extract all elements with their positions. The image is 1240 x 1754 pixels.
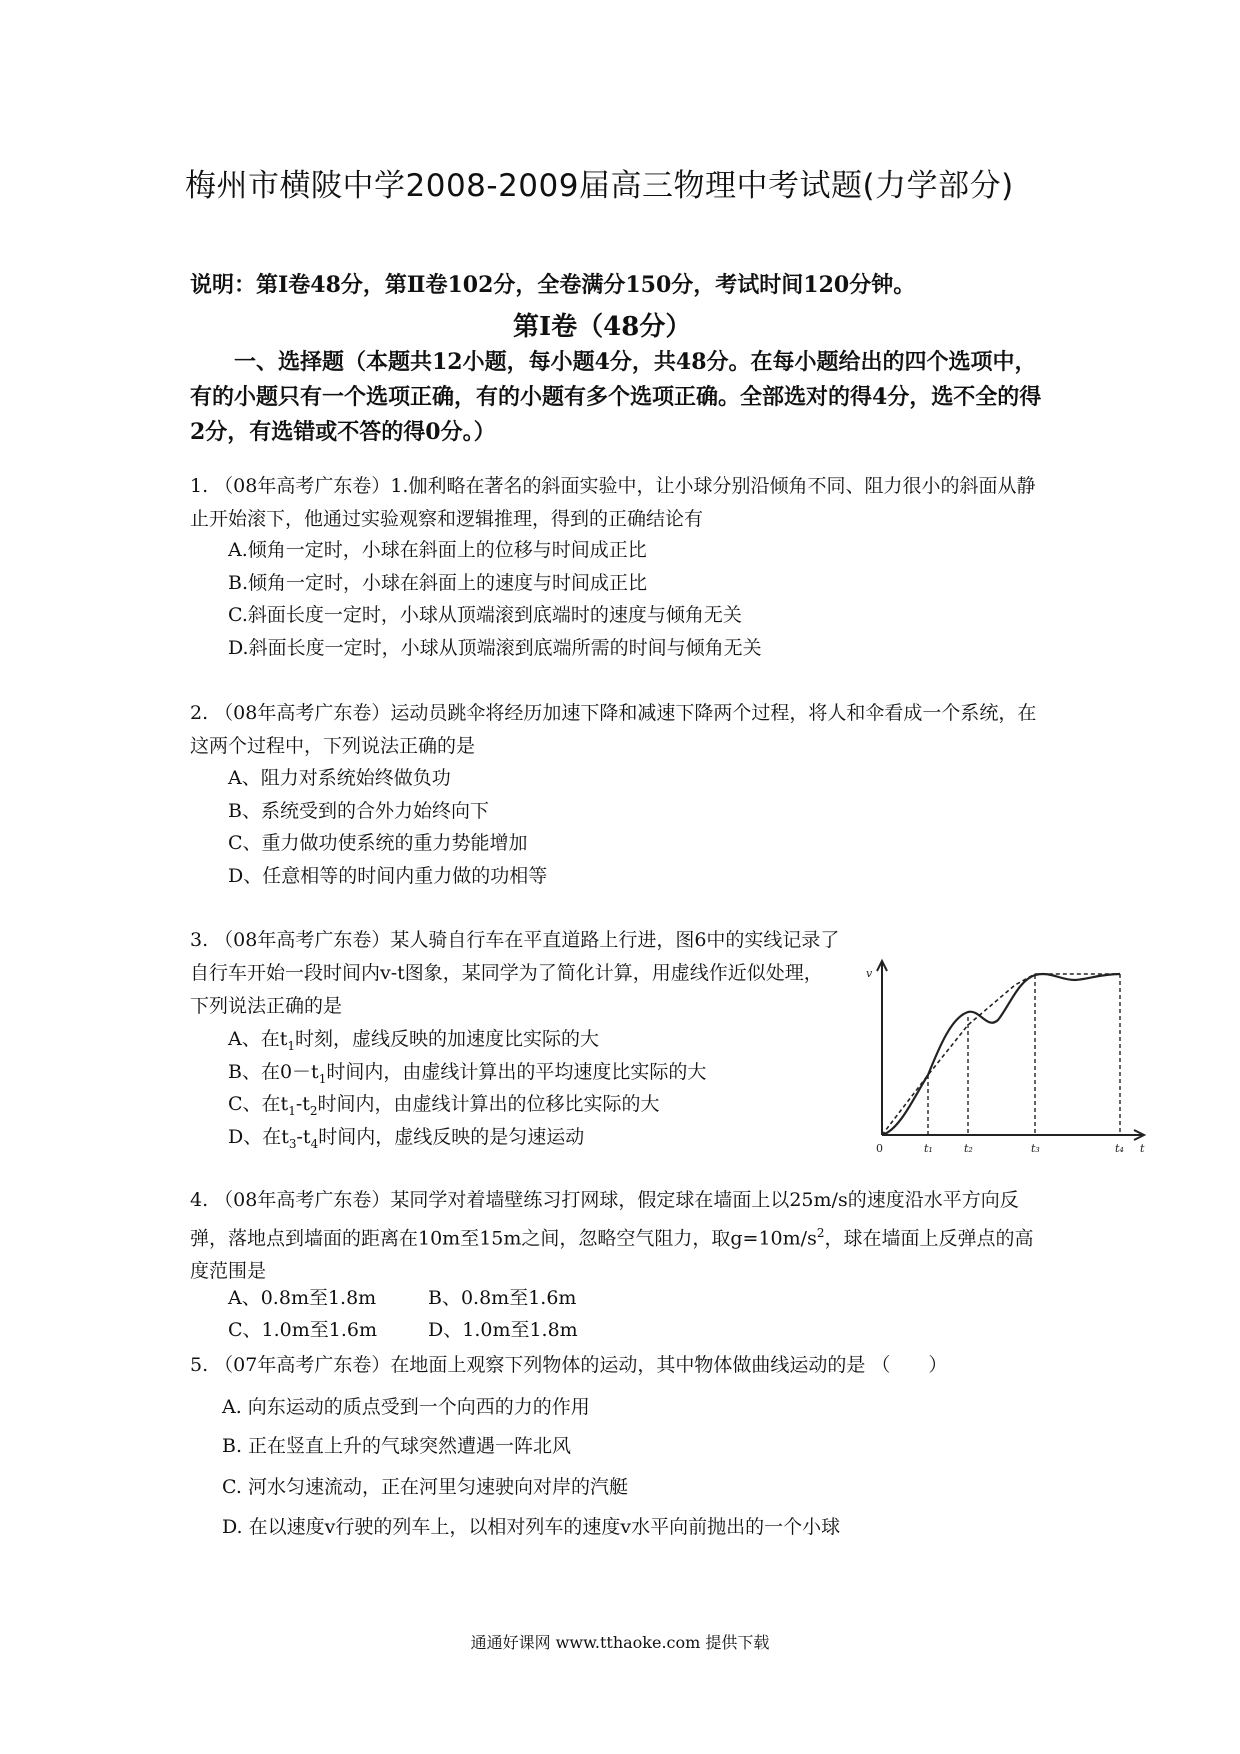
question-5-stem: 5. （07年高考广东卷）在地面上观察下列物体的运动，其中物体做曲线运动的是 （ ） (190, 1354, 948, 1376)
graph-label-t4: t₄ (1115, 1142, 1124, 1155)
question-3-option-d: D、在$t_3-t_4$时间内，虚线反映的是匀速运动 (228, 1126, 585, 1151)
question-4-option-a: A、0.8m至1.8m (228, 1287, 377, 1309)
question-5-option-c: C. 河水匀速流动，正在河里匀速驶向对岸的汽艇 (222, 1476, 628, 1498)
question-5-option-a: A. 向东运动的质点受到一个向西的力的作用 (222, 1396, 590, 1418)
graph-label-t2: t₂ (964, 1142, 973, 1155)
question-3-option-c: C、在$t_1-t_2$时间内，由虚线计算出的位移比实际的大 (228, 1093, 660, 1118)
exam-note: 说明：第Ⅰ卷48分，第Ⅱ卷102分，全卷满分150分，考试时间120分钟。 (190, 272, 916, 298)
vt-graph-figure (860, 955, 1150, 1155)
question-1-stem: 1. （08年高考广东卷）1.伽利略在著名的斜面实验中，让小球分别沿倾角不同、阻力很小的斜面从静止开始滚下，他通过实验观察和逻辑推理，得到的正确结论有 (190, 475, 1036, 530)
graph-label-v: v (866, 967, 873, 980)
question-1-option-c: C.斜面长度一定时，小球从顶端滚到底端时的速度与倾角无关 (228, 604, 742, 626)
graph-label-t1: t₁ (924, 1142, 933, 1155)
graph-label-t3: t₃ (1031, 1142, 1040, 1155)
question-3-option-b: B、在$0-t_1$时间内，由虚线计算出的平均速度比实际的大 (228, 1061, 707, 1086)
question-2-option-d: D、任意相等的时间内重力做的功相等 (228, 865, 548, 887)
question-2-stem: 2. （08年高考广东卷）运动员跳伞将经历加速下降和减速下降两个过程，将人和伞看成一个系统，在这两个过程中，下列说法正确的是 (190, 702, 1037, 757)
graph-label-origin: 0 (876, 1142, 883, 1155)
question-4-stem: 4. （08年高考广东卷）某同学对着墙壁练习打网球，假定球在墙面上以25m/s的速度沿水平方向反弹，落地点到墙面的距离在10m至15m之间，忽略空气阻力，取$g=10m/s^2$，球在墙面上反弹点的高度范围是 (190, 1189, 1034, 1283)
question-3-option-a: A、在$t_1$时刻，虚线反映的加速度比实际的大 (228, 1028, 600, 1053)
question-3-stem: 3. （08年高考广东卷）某人骑自行车在平直道路上行进，图6中的实线记录了自行车开始一段时间内v-t图象，某同学为了简化计算，用虚线作近似处理，下列说法正确的是 (190, 929, 840, 1017)
page-title: 梅州市横陂中学2008-2009届高三物理中考试题(力学部分) (185, 168, 1014, 204)
question-1-option-d: D.斜面长度一定时，小球从顶端滚到底端所需的时间与倾角无关 (228, 637, 762, 659)
graph-approx-dashed-line (882, 974, 1120, 1135)
question-4-option-b: B、0.8m至1.6m (428, 1287, 577, 1309)
graph-label-t: t (1140, 1142, 1145, 1155)
volume-heading: 第Ⅰ卷（48分） (513, 312, 692, 342)
question-4-option-d: D、1.0m至1.8m (428, 1319, 578, 1341)
page-footer: 通通好课网 www.tthaoke.com 提供下载 (470, 1633, 770, 1652)
question-2-option-c: C、重力做功使系统的重力势能增加 (228, 832, 528, 854)
question-2-option-a: A、阻力对系统始终做负功 (228, 767, 451, 789)
question-5-option-b: B. 正在竖直上升的气球突然遭遇一阵北风 (222, 1435, 572, 1457)
graph-actual-curve (882, 974, 1120, 1135)
question-1-option-a: A.倾角一定时，小球在斜面上的位移与时间成正比 (228, 539, 647, 561)
section-heading: 一、选择题（本题共12小题，每小题4分，共48分。在每小题给出的四个选项中，有的小题只有一个选项正确，有的小题有多个选项正确。全部选对的得4分，选不全的得2分，有选错或不答的得0分。） (190, 349, 1042, 445)
question-5-option-d: D. 在以速度v行驶的列车上，以相对列车的速度v水平向前抛出的一个小球 (222, 1516, 841, 1538)
question-4-option-c: C、1.0m至1.6m (228, 1319, 378, 1341)
question-1-option-b: B.倾角一定时，小球在斜面上的速度与时间成正比 (228, 572, 648, 594)
question-2-option-b: B、系统受到的合外力始终向下 (228, 800, 489, 822)
